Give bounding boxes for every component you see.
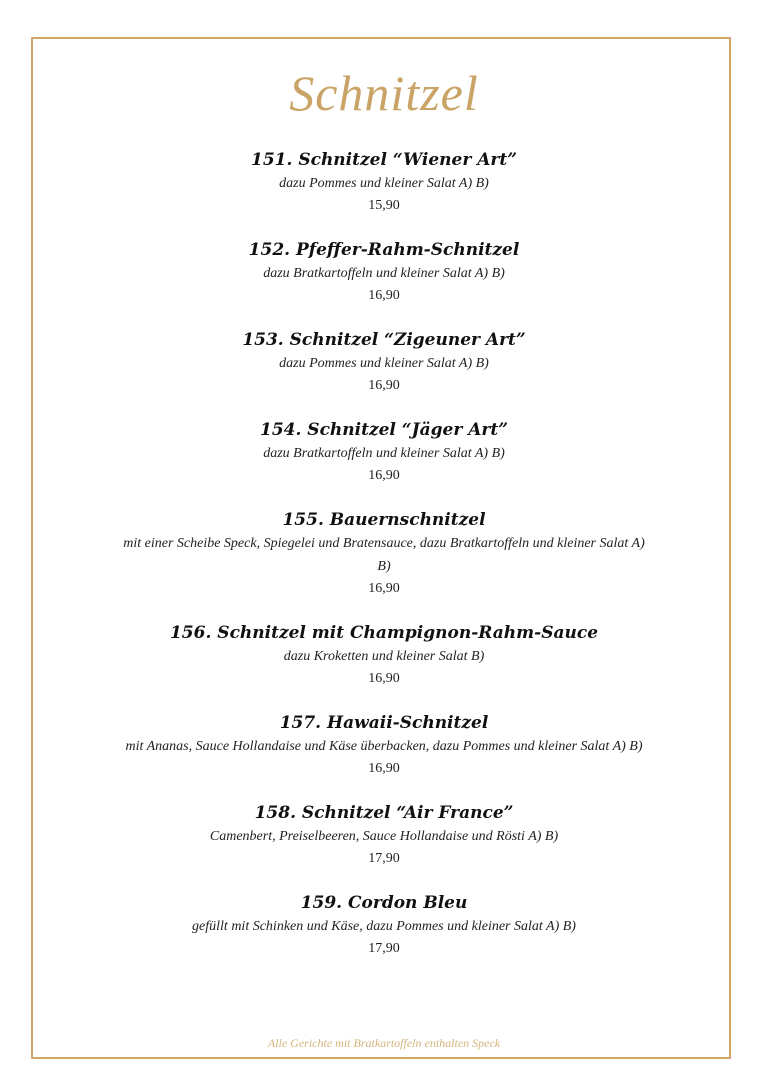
menu-item [0, 418, 768, 487]
menu-item-description: mit einer Scheibe Speck, Spiegelei und Bratensauce, dazu Bratkartoffeln und kleiner Salat A) B) [123, 536, 645, 574]
footnote: Alle Gerichte mit Bratkartoffeln enthalten Speck [267, 1036, 501, 1050]
menu-item [0, 328, 768, 397]
menu-item-description: Camenbert, Preiselbeeren, Sauce Hollandaise und Rösti A) B) [209, 829, 559, 844]
menu-item [0, 711, 768, 780]
menu-item-price: 16,90 [368, 581, 400, 596]
menu-item-description: dazu Pommes und kleiner Salat A) B) [279, 176, 489, 191]
menu-item-price: 16,90 [368, 378, 400, 393]
menu-item-description: dazu Pommes und kleiner Salat A) B) [279, 356, 489, 371]
menu-item-description: dazu Bratkartoffeln und kleiner Salat A) B) [263, 266, 505, 281]
menu-item-price: 15,90 [368, 198, 400, 213]
menu-item-name: 159. Cordon Bleu [300, 893, 468, 913]
menu-item-description: dazu Kroketten und kleiner Salat B) [283, 649, 485, 664]
menu-item-description: dazu Bratkartoffeln und kleiner Salat A) B) [263, 446, 505, 461]
menu-item [0, 621, 768, 690]
menu-item-name: 152. Pfeffer-Rahm-Schnitzel [248, 240, 520, 260]
menu-item-name: 157. Hawaii-Schnitzel [279, 713, 489, 733]
menu-item [0, 891, 768, 960]
menu-item-price: 16,90 [368, 468, 400, 483]
menu-item [0, 508, 768, 600]
menu-item [0, 148, 768, 217]
menu-item-price: 16,90 [368, 761, 400, 776]
menu-list [0, 148, 768, 981]
menu-item-name: 158. Schnitzel “Air France” [254, 803, 514, 823]
page-title: Schnitzel [289, 65, 479, 121]
menu-item-description: mit Ananas, Sauce Hollandaise und Käse überbacken, dazu Pommes und kleiner Salat A) B) [125, 739, 643, 754]
menu-item [0, 801, 768, 870]
menu-item-price: 16,90 [368, 671, 400, 686]
menu-item-name: 153. Schnitzel “Zigeuner Art” [242, 330, 526, 350]
menu-item-name: 154. Schnitzel “Jäger Art” [259, 420, 509, 440]
menu-item-name: 156. Schnitzel mit Champignon-Rahm-Sauce [169, 623, 599, 643]
menu-item-description: gefüllt mit Schinken und Käse, dazu Pommes und kleiner Salat A) B) [192, 919, 576, 934]
menu-item [0, 238, 768, 307]
menu-item-price: 16,90 [368, 288, 400, 303]
menu-item-price: 17,90 [368, 941, 400, 956]
menu-item-price: 17,90 [368, 851, 400, 866]
menu-item-name: 151. Schnitzel “Wiener Art” [251, 150, 517, 170]
menu-item-name: 155. Bauernschnitzel [282, 510, 486, 530]
